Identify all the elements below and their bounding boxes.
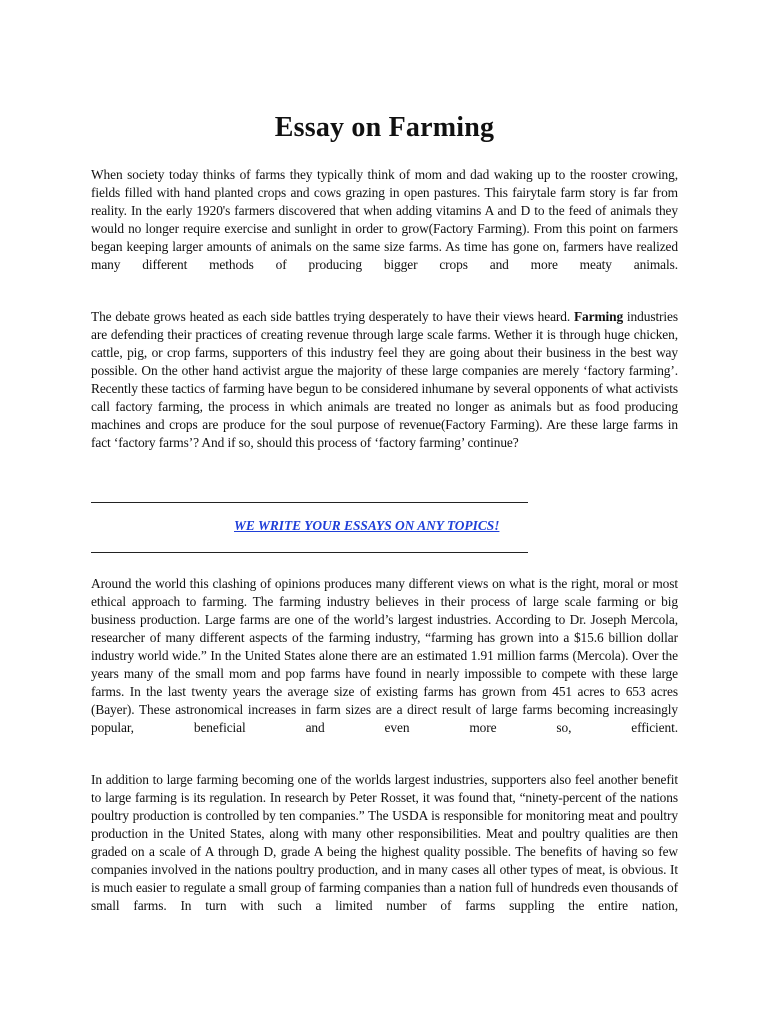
divider-bottom	[91, 552, 528, 553]
document-title: Essay on Farming	[274, 112, 495, 143]
farming-bold-word: Farming	[573, 309, 624, 324]
paragraph-regulation: In addition to large farming becoming one of the worlds largest industries, supporters also feel another benefit to large farming is its regulation. In research by Peter Rosset, it was found that, “ninety-percent of the nations poultry production is controlled by ten companies.” The USDA is responsible for monitoring meat and poultry production in the United States, along with many other responsibilities. Meat and poultry qualities are then graded on a scale of A through D, grade A being the highest quality possible. The benefits of having so few companies involved in the nations poultry production, and in many cases all other types of meat, is obvious. It is much easier to regulate a small group of farming companies than a nation full of hundreds even thousands of small farms. In turn with such a limited number of farms suppling the entire nation,	[91, 772, 678, 913]
divider-top	[91, 502, 528, 503]
paragraph-debate-rest: industries are defending their practices of creating revenue through large scale farms. Wether it is through huge chicken, cattle, pig, or crop farms, supporters of this industry feel they are going about their business in the best way possible. On the other hand activist argue the majority of these large companies are merely ‘factory farming’. Recently these tactics of farming have begun to be considered inhumane by several opponents of what activists call factory farming, the process in which animals are treated no longer as animals but as food producing machines and crops are produce for the soul purpose of revenue(Factory Farming). Are these large farms in fact ‘factory farms’? And if so, should this process of ‘factory farming’ continue?	[91, 309, 678, 450]
paragraph-debate	[91, 308, 678, 452]
essay-service-link[interactable]: WE WRITE YOUR ESSAYS ON ANY TOPICS!	[234, 518, 500, 533]
paragraph-debate-intro: The debate grows heated as each side battles trying desperately to have their views heard.	[91, 309, 571, 324]
paragraph-intro: When society today thinks of farms they typically think of mom and dad waking up to the rooster crowing, fields filled with hand planted crops and cows grazing in open pastures. This fairytale farm story is far from reality. In the early 1920's farmers discovered that when adding vitamins A and D to the feed of animals they would no longer require exercise and sunlight in order to grow(Factory Farming). From this point on farmers began keeping larger amounts of animals on the same size farms. As time has gone on, farmers have realized many different methods of producing bigger crops and more meaty animals.	[91, 167, 678, 272]
paragraph-opinions: Around the world this clashing of opinions produces many different views on what is the right, moral or most ethical approach to farming. The farming industry believes in their process of large scale farming or big business production. Large farms are one of the world’s largest industries. According to Dr. Joseph Mercola, researcher of many different aspects of the farming industry, “farming has grown into a $15.6 billion dollar industry world wide.” In the United States alone there are an estimated 1.91 million farms (Mercola). Over the years many of the small mom and pop farms have found in nearly impossible to compete with these large farms. In the last twenty years the average size of existing farms has grown from 451 acres to 653 acres (Bayer). These astronomical increases in farm sizes are a direct result of large farms becoming increasingly popular, beneficial and even more so, efficient.	[91, 576, 678, 735]
